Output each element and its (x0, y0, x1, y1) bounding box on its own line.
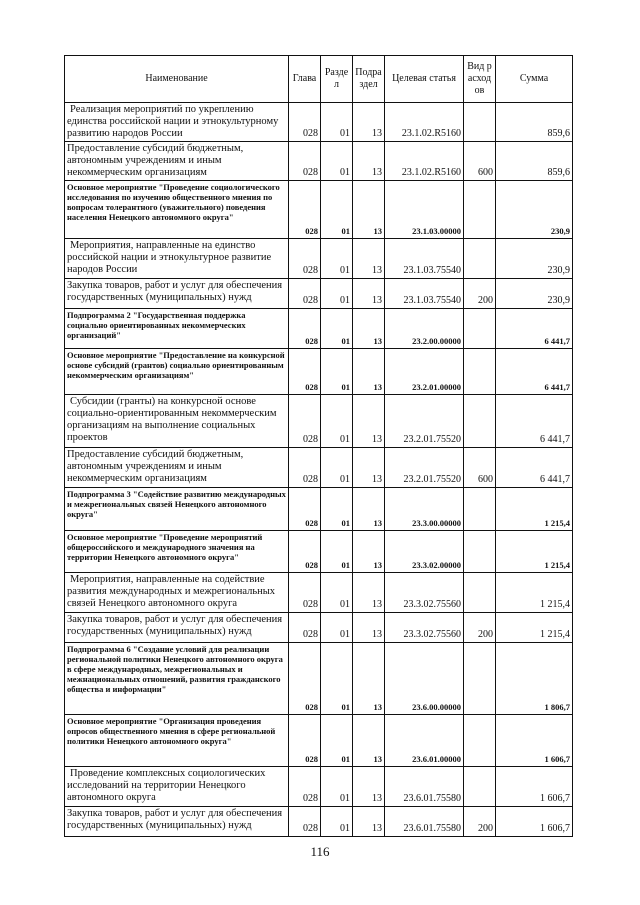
row-target-article: 23.3.02.75560 (385, 613, 464, 643)
row-section: 01 (321, 349, 353, 395)
row-target-article: 23.1.03.75540 (385, 279, 464, 309)
row-subsection: 13 (353, 309, 385, 349)
row-name: Подпрограмма 2 "Государственная поддержка социально ориентированных некоммерческих организаций" (65, 309, 289, 349)
row-chapter: 028 (289, 279, 321, 309)
row-subsection: 13 (353, 395, 385, 448)
row-section: 01 (321, 279, 353, 309)
table-row (65, 309, 573, 349)
header-chapter: Глава (289, 56, 321, 103)
row-expense-type (464, 395, 496, 448)
table-row (65, 349, 573, 395)
table-row (65, 395, 573, 448)
row-expense-type: 600 (464, 142, 496, 181)
row-expense-type: 600 (464, 448, 496, 488)
row-name: Закупка товаров, работ и услуг для обеспечения государственных (муниципальных) нужд (65, 807, 289, 837)
row-target-article: 23.3.02.75560 (385, 573, 464, 613)
row-expense-type (464, 643, 496, 715)
row-expense-type: 200 (464, 613, 496, 643)
row-amount: 1 215,4 (496, 531, 573, 573)
row-subsection: 13 (353, 279, 385, 309)
row-amount: 6 441,7 (496, 448, 573, 488)
header-row (65, 56, 573, 103)
row-section: 01 (321, 807, 353, 837)
table-row (65, 643, 573, 715)
row-amount: 1 215,4 (496, 488, 573, 531)
row-name: Основное мероприятие "Организация проведения опросов общественного мнения в сфере региональной политики Ненецкого автономного округа" (65, 715, 289, 767)
row-chapter: 028 (289, 573, 321, 613)
row-subsection: 13 (353, 142, 385, 181)
row-subsection: 13 (353, 715, 385, 767)
row-subsection: 13 (353, 807, 385, 837)
row-amount: 1 606,7 (496, 715, 573, 767)
row-name: Основное мероприятие "Предоставление на конкурсной основе субсидий (грантов) социально ориентированным некоммерческим организациям" (65, 349, 289, 395)
row-name: Предоставление субсидий бюджетным, автономным учреждениям и иным некоммерческим организациям (65, 448, 289, 488)
row-target-article: 23.2.00.00000 (385, 309, 464, 349)
row-expense-type (464, 531, 496, 573)
row-expense-type (464, 239, 496, 279)
row-expense-type (464, 488, 496, 531)
row-chapter: 028 (289, 448, 321, 488)
table-row (65, 181, 573, 239)
table-row (65, 239, 573, 279)
row-chapter: 028 (289, 395, 321, 448)
row-subsection: 13 (353, 643, 385, 715)
row-expense-type: 200 (464, 279, 496, 309)
row-section: 01 (321, 142, 353, 181)
row-expense-type (464, 715, 496, 767)
row-target-article: 23.3.02.00000 (385, 531, 464, 573)
table-row (65, 613, 573, 643)
row-amount: 859,6 (496, 142, 573, 181)
row-section: 01 (321, 573, 353, 613)
header-subsection: Подраздел (353, 56, 385, 103)
row-amount: 6 441,7 (496, 309, 573, 349)
row-amount: 230,9 (496, 181, 573, 239)
row-name: Закупка товаров, работ и услуг для обеспечения государственных (муниципальных) нужд (65, 279, 289, 309)
row-target-article: 23.6.01.00000 (385, 715, 464, 767)
table-row (65, 279, 573, 309)
row-subsection: 13 (353, 349, 385, 395)
row-amount: 230,9 (496, 279, 573, 309)
row-subsection: 13 (353, 573, 385, 613)
row-section: 01 (321, 715, 353, 767)
table-row (65, 807, 573, 837)
row-target-article: 23.2.01.75520 (385, 448, 464, 488)
row-section: 01 (321, 613, 353, 643)
row-section: 01 (321, 103, 353, 142)
row-name: Подпрограмма 3 "Содействие развитию международных и межрегиональных связей Ненецкого автономного округа" (65, 488, 289, 531)
row-expense-type (464, 767, 496, 807)
row-chapter: 028 (289, 309, 321, 349)
row-chapter: 028 (289, 349, 321, 395)
row-chapter: 028 (289, 767, 321, 807)
row-subsection: 13 (353, 767, 385, 807)
table-row (65, 103, 573, 142)
header-target-article: Целевая статья (385, 56, 464, 103)
row-amount: 1 606,7 (496, 807, 573, 837)
row-target-article: 23.1.02.R5160 (385, 142, 464, 181)
row-amount: 6 441,7 (496, 349, 573, 395)
row-subsection: 13 (353, 181, 385, 239)
row-subsection: 13 (353, 103, 385, 142)
budget-table (64, 55, 573, 837)
row-section: 01 (321, 767, 353, 807)
row-expense-type (464, 573, 496, 613)
row-section: 01 (321, 531, 353, 573)
header-name: Наименование (65, 56, 289, 103)
row-chapter: 028 (289, 613, 321, 643)
row-target-article: 23.1.03.00000 (385, 181, 464, 239)
table-row (65, 488, 573, 531)
table-row (65, 767, 573, 807)
row-expense-type (464, 309, 496, 349)
row-chapter: 028 (289, 239, 321, 279)
row-name: Закупка товаров, работ и услуг для обеспечения государственных (муниципальных) нужд (65, 613, 289, 643)
row-section: 01 (321, 643, 353, 715)
row-target-article: 23.6.01.75580 (385, 807, 464, 837)
row-name: Субсидии (гранты) на конкурсной основе социально-ориентированным некоммерческим организациям на выполнение социальных проектов (65, 395, 289, 448)
row-amount: 1 806,7 (496, 643, 573, 715)
row-name: Основное мероприятие "Проведение мероприятий общероссийского и международного значения на территории Ненецкого автономного округа" (65, 531, 289, 573)
row-chapter: 028 (289, 643, 321, 715)
row-section: 01 (321, 181, 353, 239)
row-amount: 1 215,4 (496, 573, 573, 613)
row-expense-type (464, 181, 496, 239)
table-row (65, 142, 573, 181)
row-subsection: 13 (353, 488, 385, 531)
row-target-article: 23.1.03.75540 (385, 239, 464, 279)
table-row (65, 573, 573, 613)
row-amount: 6 441,7 (496, 395, 573, 448)
row-amount: 230,9 (496, 239, 573, 279)
row-target-article: 23.3.00.00000 (385, 488, 464, 531)
row-chapter: 028 (289, 531, 321, 573)
header-section: Раздел (321, 56, 353, 103)
row-amount: 859,6 (496, 103, 573, 142)
row-chapter: 028 (289, 103, 321, 142)
row-name: Мероприятия, направленные на содействие развития международных и межрегиональных связей Ненецкого автономного округа (65, 573, 289, 613)
row-chapter: 028 (289, 715, 321, 767)
row-name: Подпрограмма 6 "Создание условий для реализации региональной политики Ненецкого автономного округа в сфере международных, межрегиональных и межнациональных отношений, развития гражданского общества и информации" (65, 643, 289, 715)
row-section: 01 (321, 309, 353, 349)
row-chapter: 028 (289, 181, 321, 239)
row-target-article: 23.6.00.00000 (385, 643, 464, 715)
table-row (65, 531, 573, 573)
header-expense-type: Вид расходов (464, 56, 496, 103)
table-row (65, 448, 573, 488)
row-section: 01 (321, 488, 353, 531)
table-row (65, 715, 573, 767)
row-target-article: 23.2.01.75520 (385, 395, 464, 448)
row-name: Проведение комплексных социологических исследований на территории Ненецкого автономного округа (65, 767, 289, 807)
row-target-article: 23.2.01.00000 (385, 349, 464, 395)
row-expense-type (464, 349, 496, 395)
page-number: 116 (310, 844, 330, 859)
row-expense-type: 200 (464, 807, 496, 837)
row-name: Реализация мероприятий по укреплению единства российской нации и этнокультурному развитию народов России (65, 103, 289, 142)
row-chapter: 028 (289, 488, 321, 531)
row-section: 01 (321, 239, 353, 279)
row-chapter: 028 (289, 807, 321, 837)
header-amount: Сумма (496, 56, 573, 103)
row-subsection: 13 (353, 531, 385, 573)
row-expense-type (464, 103, 496, 142)
row-name: Мероприятия, направленные на единство российской нации и этнокультурное развитие народов России (65, 239, 289, 279)
row-section: 01 (321, 395, 353, 448)
row-subsection: 13 (353, 239, 385, 279)
row-name: Основное мероприятие "Проведение социологического исследования по изучению общественного мнения по вопросам толерантного (уважительного) поведения населения Ненецкого автономного округа" (65, 181, 289, 239)
row-amount: 1 215,4 (496, 613, 573, 643)
row-amount: 1 606,7 (496, 767, 573, 807)
row-section: 01 (321, 448, 353, 488)
row-name: Предоставление субсидий бюджетным, автономным учреждениям и иным некоммерческим организациям (65, 142, 289, 181)
row-subsection: 13 (353, 448, 385, 488)
row-chapter: 028 (289, 142, 321, 181)
table-body (65, 103, 573, 837)
row-target-article: 23.6.01.75580 (385, 767, 464, 807)
row-subsection: 13 (353, 613, 385, 643)
row-target-article: 23.1.02.R5160 (385, 103, 464, 142)
